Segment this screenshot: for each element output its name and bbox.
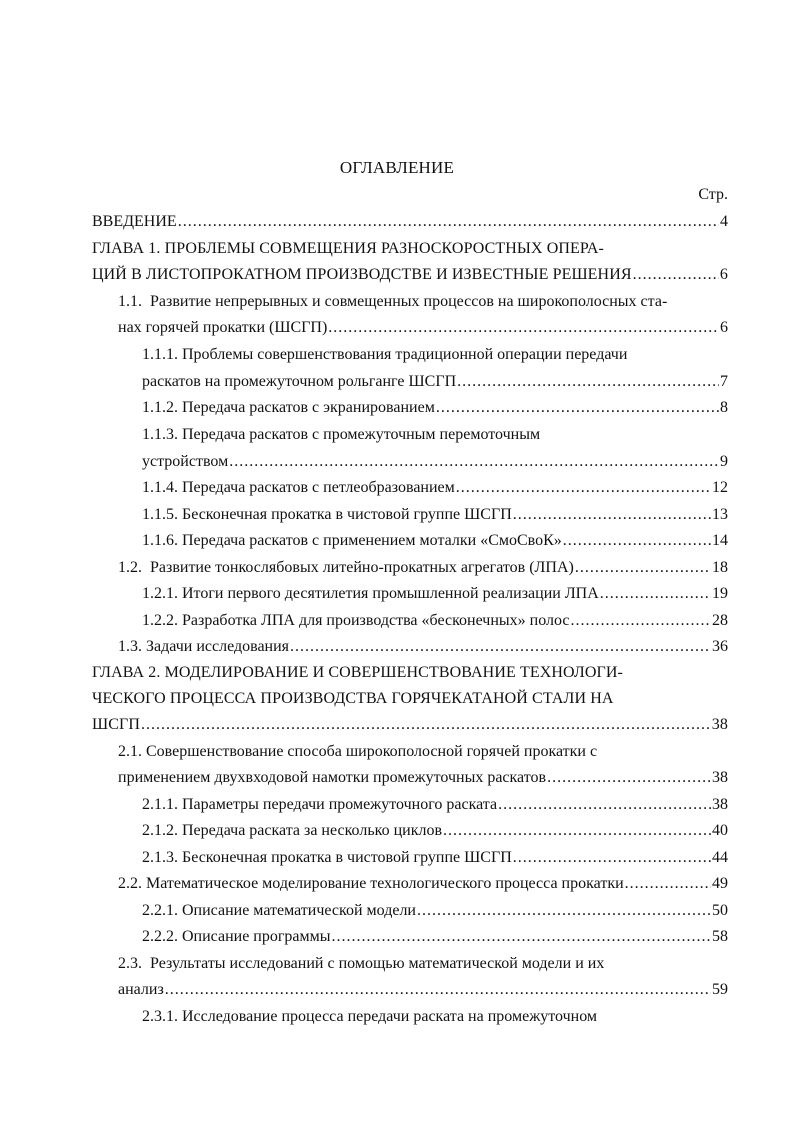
toc-entry-text: 1.1. Развитие непрерывных и совмещенных процессов на широкополосных ста-: [118, 293, 668, 310]
toc-entry-page: 14: [712, 532, 728, 549]
toc-entry[interactable]: [118, 740, 597, 764]
toc-entry[interactable]: [92, 210, 728, 234]
toc-entry-text: применением двухвходовой намотки промежуточных раскатов: [118, 769, 547, 786]
toc-entry-text: ЦИЙ В ЛИСТОПРОКАТНОМ ПРОИЗВОДСТВЕ И ИЗВЕСТНЫЕ РЕШЕНИЯ: [92, 266, 632, 283]
toc-entry-text: 2.2. Математическое моделирование технологического процесса прокатки: [118, 875, 624, 892]
toc-entry[interactable]: [92, 687, 614, 711]
toc-entry-text: ГЛАВА 2. МОДЕЛИРОВАНИЕ И СОВЕРШЕНСТВОВАНИЕ ТЕХНОЛОГИ-: [92, 664, 623, 681]
toc-entry-text: 1.1.3. Передача раскатов с промежуточным перемоточным: [142, 426, 541, 443]
toc-entry[interactable]: [118, 766, 728, 790]
toc-entry[interactable]: [142, 450, 728, 474]
toc-entry-text: раскатов на промежуточном рольганге ШСГП: [142, 373, 457, 390]
toc-entry-text: 2.3.1. Исследование процесса передачи раската на промежуточном: [142, 1008, 598, 1025]
toc-entry-text: 1.1.1. Проблемы совершенствования традиционной операции передачи: [142, 346, 628, 363]
toc-entry-page: 18: [712, 559, 728, 576]
toc-entry[interactable]: [142, 396, 728, 420]
toc-entry-page: 36: [712, 638, 728, 655]
toc-entry-page: 4: [720, 213, 728, 230]
toc-entry[interactable]: [142, 819, 728, 843]
toc-entry-text: анализ: [118, 981, 164, 998]
toc-entry[interactable]: [142, 529, 728, 553]
toc-entry[interactable]: [92, 661, 623, 685]
toc-entry-text: ЧЕСКОГО ПРОЦЕССА ПРОИЗВОДСТВА ГОРЯЧЕКАТАНОЙ СТАЛИ НА: [92, 690, 614, 707]
toc-entry-page: 19: [712, 585, 728, 602]
page-title: ОГЛАВЛЕНИЕ: [339, 158, 455, 177]
toc-entry[interactable]: [142, 925, 728, 949]
toc-entry-text: 2.1.2. Передача раската за несколько циклов: [142, 822, 443, 839]
toc-entry[interactable]: [118, 290, 728, 314]
toc-entry-text: 1.2.1. Итоги первого десятилетия промышленной реализации ЛПА: [142, 585, 599, 602]
toc-entry-page: 8: [720, 399, 728, 416]
toc-entry-text: ГЛАВА 1. ПРОБЛЕМЫ СОВМЕЩЕНИЯ РАЗНОСКОРОСТНЫХ ОПЕРА-: [92, 240, 604, 257]
toc-entry-page: 7: [720, 373, 728, 390]
toc-entry-page: 49: [712, 875, 728, 892]
toc-entry[interactable]: [142, 370, 728, 394]
toc-entry[interactable]: [142, 609, 728, 633]
toc-entry-text: ВВЕДЕНИЕ: [92, 213, 177, 230]
toc-entry-text: 1.2. Развитие тонкослябовых литейно-прокатных агрегатов (ЛПА): [118, 559, 574, 576]
toc-entry-page: 28: [712, 612, 728, 629]
toc-entry-text: 1.1.6. Передача раскатов с применением моталки «СмоСвоК»: [142, 532, 562, 549]
toc-entry-page: 50: [712, 902, 728, 919]
toc-entry-text: 2.1. Совершенствование способа широкополосной горячей прокатки с: [118, 743, 598, 760]
toc-entry[interactable]: [118, 635, 728, 659]
toc-entry-text: 1.1.2. Передача раскатов с экранированием: [142, 399, 435, 416]
toc-entry[interactable]: [142, 343, 627, 367]
toc-entry[interactable]: [92, 237, 604, 261]
toc-entry[interactable]: [142, 582, 728, 606]
toc-entry[interactable]: [118, 952, 604, 976]
toc-entry-page: 40: [712, 822, 728, 839]
toc-entry[interactable]: [142, 423, 540, 447]
toc-entry[interactable]: [142, 846, 728, 870]
toc-entry-text: нах горячей прокатки (ШСГП): [118, 319, 328, 336]
toc-entry[interactable]: [92, 713, 728, 737]
page-column-label: Стр.: [698, 186, 728, 203]
toc-entry-text: 1.3. Задачи исследования: [118, 638, 290, 655]
toc-entry-text: 2.2.2. Описание программы: [142, 928, 331, 945]
toc-entry[interactable]: [118, 316, 728, 340]
toc-entry-page: 13: [712, 506, 728, 523]
toc-entry-page: 38: [711, 716, 728, 733]
toc-entry-text: 2.2.1. Описание математической модели: [142, 902, 416, 919]
toc-entry[interactable]: [142, 793, 728, 817]
toc-entry-page: 58: [712, 928, 728, 945]
toc-entry-page: 59: [712, 981, 728, 998]
toc-entry[interactable]: [92, 263, 728, 287]
toc-entry-page: 12: [712, 479, 728, 496]
toc-entry-page: 38: [712, 796, 728, 813]
toc-entry-text: 1.1.5. Бесконечная прокатка в чистовой группе ШСГП: [142, 506, 512, 523]
toc-entry[interactable]: [142, 899, 728, 923]
toc-entry-text: 1.2.2. Разработка ЛПА для производства «бесконечных» полос: [142, 612, 570, 629]
toc-entry[interactable]: [118, 872, 728, 896]
toc-entry-page: 6: [719, 266, 728, 283]
toc-entry-page: 9: [720, 453, 728, 470]
toc-entry-page: 38: [712, 769, 728, 786]
toc-entry[interactable]: [118, 978, 728, 1002]
toc-entry-text: 1.1.4. Передача раскатов с петлеобразованием: [142, 479, 455, 496]
toc-entry[interactable]: [142, 503, 728, 527]
toc-entry[interactable]: [142, 476, 728, 500]
toc-entry-page: 44: [712, 849, 728, 866]
toc-entry[interactable]: [118, 556, 728, 580]
toc-entry-text: 2.3. Результаты исследований с помощью математической модели и их: [118, 955, 605, 972]
toc-entry-text: устройством: [142, 453, 229, 470]
toc-entry-text: 2.1.1. Параметры передачи промежуточного раската: [142, 796, 498, 813]
toc-entry[interactable]: [142, 1005, 597, 1029]
toc-entry-page: 6: [720, 319, 728, 336]
toc-entry-text: 2.1.3. Бесконечная прокатка в чистовой группе ШСГП: [142, 849, 512, 866]
toc-entry-text: ШСГП: [92, 716, 141, 733]
